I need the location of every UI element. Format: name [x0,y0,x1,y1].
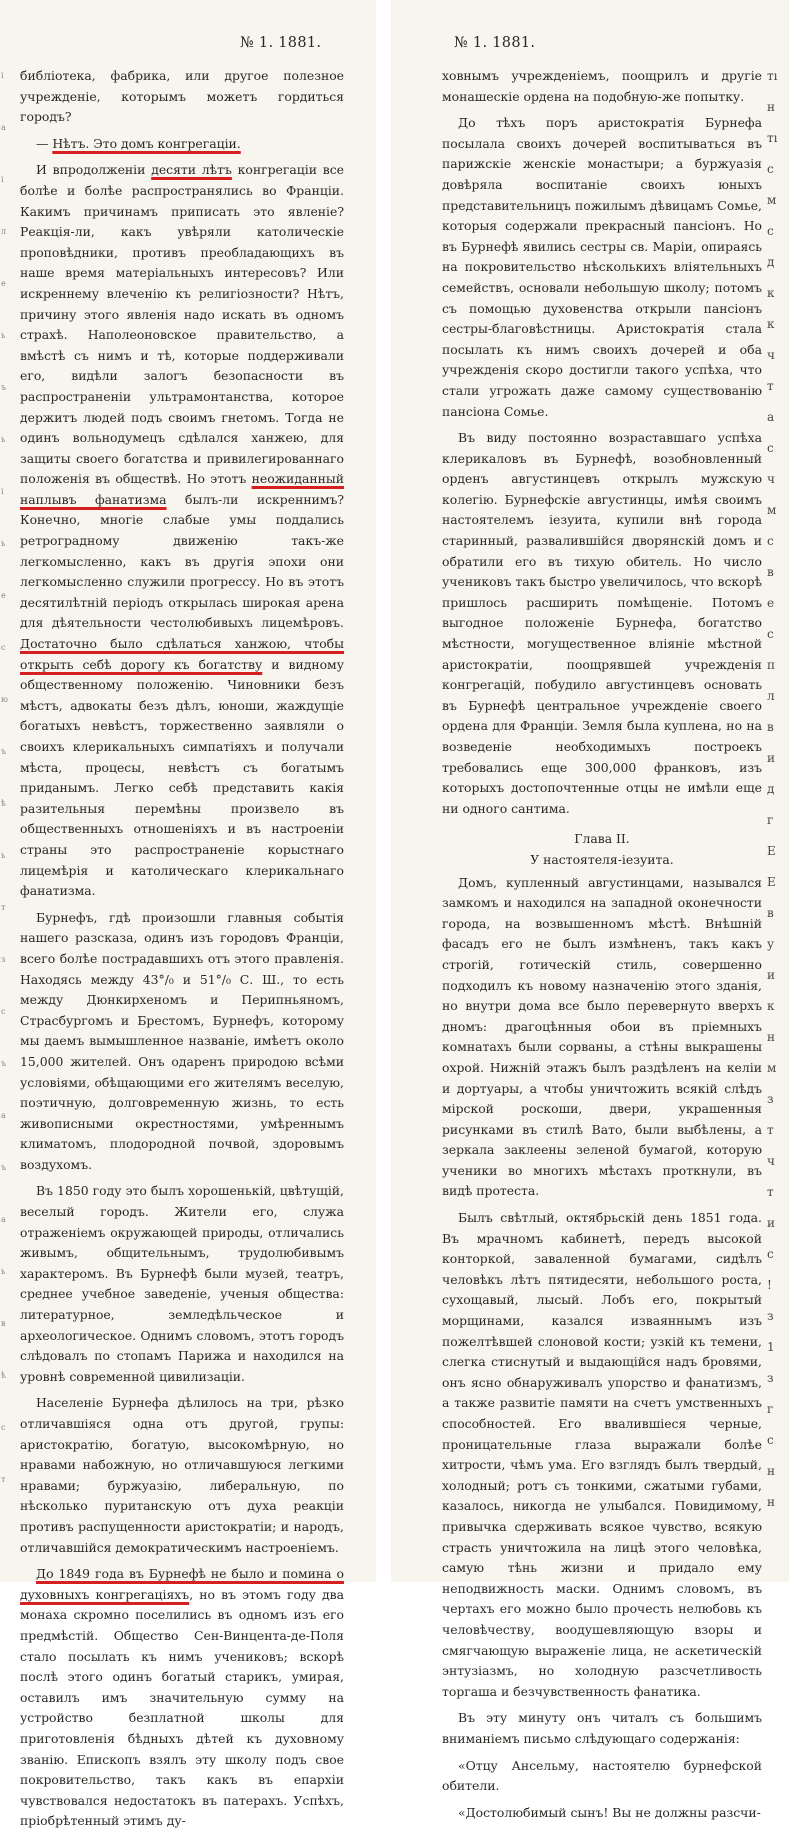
gutter-fragment: ъ [1,383,7,392]
underlined-passage: десяти лѣтъ [151,162,232,178]
gutter-fragment: н [767,1030,775,1044]
gutter-fragment: у [767,937,775,951]
gutter-fragment: ъ [1,1163,7,1172]
gutter-fragment: в [767,720,774,734]
right-page [391,0,789,1820]
gutter-fragment: ъ [1,1059,7,1068]
gutter-fragment: м [767,503,777,517]
paragraph: До 1849 года въ Бурнефѣ не было и помина о духовныхъ конгрегаціяхъ, но въ этомъ году два монаха скромно поселились въ одномъ изъ его предмѣстій. Общество Сен-Винцента-де-Поля стало посылать къ нимъ учениковъ; вскорѣ послѣ этого одинъ богатый старикъ, умирая, оставилъ имъ значительную сумму на устройство безплатной школы для приготовленія бѣдныхъ дѣтей къ духовному званію. Епископъ взялъ эту школу подъ свое покровительство, такъ какъ въ епархіи чувствовался недостатокъ въ патерахъ. Успѣхъ, пріобрѣтенный этимъ ду- [20,1566,344,1829]
gutter-fragment: м [767,1061,777,1075]
underlined-passage: Нѣтъ. Это домъ конгрегаціи. [52,135,241,151]
gutter-fragment: и [767,751,775,765]
paragraph: — Нѣтъ. Это домъ конгрегаціи. [36,135,241,151]
gutter-fragment: ѣ [1,1371,6,1380]
gutter-fragment: ь [1,331,6,340]
left-text-column [20,66,344,1838]
gutter-fragment: м [767,193,777,207]
paragraph: И впродолженіи десяти лѣтъ конгрегаціи все болѣе и болѣе распространялись во Франціи. Какимъ причинамъ приписать это явленіе? Реакція-ли, какъ увѣряли католическіе проповѣдники, противъ преобладающихъ въ наше время матеріальныхъ интересовъ? Или искреннему влеченію къ религіозности? Нѣтъ, причину этого явленія надо искать въ одномъ страхѣ. Наполеоновское правительство, а вмѣстѣ съ нимъ и тѣ, которые поддерживали его, видѣли залогъ безопасности въ распространеніи ультрамонтанства, которое держитъ людей подъ своимъ гнетомъ. Тогда не одинъ вольнодумецъ сдѣлался ханжею, для защиты своего богатства и привилегированнаго положенія въ обществѣ. Но этотъ неожиданный наплывъ фанатизма былъ-ли искреннимъ? Конечно, многіе слабые умы поддались ретроградному движенію такъ-же легкомысленно, какъ въ другія эпохи они легкомысленно служили прогрессу. Но въ этотъ десятилѣтній періодъ открылась широкая арена для дѣятельности честолюбивыхъ лицемѣровъ. Достаточно было сдѣлаться ханжою, чтобы открыть себѣ дорогу къ богатству и видному общественному положенію. Чиновники безъ мѣстъ, адвокаты безъ дѣлъ, юноши, жаждущіе богатыхъ невѣстъ, торжественно заявляли о своихъ клерикальныхъ симпатіяхъ и получали мѣста, процесы, невѣстъ съ богатымъ приданымъ. Легко себѣ представить какія разительныя перемѣны произвело въ общественныхъ отношеніяхъ и въ настроеніи страны это распространеніе корыстнаго лицемѣрія и католическаго клерикальнаго фанатизма. [20,162,345,899]
paragraph: «Достолюбимый сынъ! Вы не должны разсчи- [458,1804,761,1820]
gutter-fragment: и [767,1216,775,1230]
gutter-fragment: і [1,487,4,496]
gutter-fragment: тı [767,69,778,83]
gutter-fragment: в [767,906,774,920]
gutter-fragment: л [1,227,7,236]
chapter-subtitle: У настоятеля-іезуита. [530,851,674,867]
gutter-fragment: ѣ [1,799,6,808]
underlined-passage: Достаточно было сдѣлаться ханжою, чтобы открыть себѣ дорогу къ богатству [20,636,344,672]
page-number: № 1. 1881. [240,35,322,51]
gutter-fragment: с [767,162,774,176]
gutter-fragment: п [767,658,775,672]
gutter-fragment: а [1,1215,6,1224]
gutter-fragment: д [767,255,775,269]
gutter-fragment: ь [1,539,6,548]
gutter-fragment: г [767,813,774,827]
underlined-passage: До 1849 года въ Бурнефѣ не было и помина о духовныхъ конгрегаціяхъ [20,1566,344,1602]
gutter-fragment: ч [767,1154,775,1168]
paragraph: библіотека, фабрика, или другое полезное учрежденіе, которымъ можетъ гордиться городъ? [20,68,344,125]
paragraph: Въ виду постоянно возраставшаго успѣха клерикаловъ въ Бурнефѣ, возобновленный орденъ августинцевъ открылъ мужскую колегію. Бурнефскіе августинцы, имѣя своимъ настоятелемъ іезуита, купили внѣ города старинный, развалившійся дворянскій домъ и обратили его въ тихую обитель. Но число учениковъ такъ быстро увеличилось, что вскорѣ пришлось расширить помѣщеніе. Потомъ выгодное положеніе Бурнефа, богатство мѣстности, могущественное вліяніе мѣстной аристократіи, поощрявшей учрежденія конгрегацій, побудило августинцевъ основать въ Бурнефѣ центральное учрежденіе своего ордена для Франціи. Земля была куплена, но на возведеніе необходимыхъ построекъ требовались еще 300,000 франковъ, изъ которыхъ достопочтенные отцы не имѣли еще ни одного сантима. [442,430,762,816]
gutter-fragment: с [767,224,774,238]
gutter-fragment: тı [767,131,778,145]
gutter-fragment: е [1,279,6,288]
gutter-fragment: с [1,643,6,652]
gutter-fragment: в [1,1319,6,1328]
paragraph: Въ эту минуту онъ читалъ съ большимъ вниманіемъ письмо слѣдующаго содержанія: [442,1710,762,1746]
gutter-fragment: Е [767,844,776,858]
right-text-column [442,66,762,1829]
gutter-fragment: н [767,100,775,114]
gutter-fragment: ъ [1,747,7,756]
gutter-fragment: ь [1,435,6,444]
paragraph: Домъ, купленный августинцами, назывался замкомъ и находился на западной оконечности города, на возвышенномъ мѣстѣ. Внѣшній фасадъ его не былъ измѣненъ, такъ какъ строгій, готическій стиль, совершенно подходилъ къ новому назначенію этого зданія, но внутри дома все было перевернуто вверхъ дномъ: драгоцѣнныя обои въ пріемныхъ комнатахъ были сорваны, а стѣны выкрашены охрой. Нижній этажъ былъ раздѣленъ на келіи и дортуары, а чтобы уничтожить всякій слѣдъ мірской роскоши, двери, украшенныя рисунками въ стилѣ Вато, были выбѣлены, а зеркала заклеены зеленой бумагой, которую ученики во многихъ мѣстахъ проткнули, въ видѣ протеста. [442,874,762,1199]
gutter-fragment: н [767,1464,775,1478]
underlined-passage: неожиданный наплывъ фанатизма [20,471,344,507]
gutter-fragment: с [767,627,774,641]
gutter-fragment: з [1,955,6,964]
gutter-fragment: ч [767,348,775,362]
gutter-fragment: л [767,689,775,703]
gutter-fragment: с [1,1007,6,1016]
gutter-fragment: к [767,317,775,331]
gutter-fragment: к [767,999,775,1013]
gutter-fragment: г [767,1402,774,1416]
gutter-fragment: ! [767,1278,772,1292]
page-number: № 1. 1881. [454,35,536,51]
gutter-fragment: с [767,441,774,455]
gutter-fragment: а [1,1111,6,1120]
gutter-fragment: д [767,782,775,796]
gutter-fragment: с [767,1247,774,1261]
gutter-fragment: 1 [767,1340,775,1354]
gutter-fragment: ю [1,695,8,704]
gutter-fragment: в [767,565,774,579]
gutter-fragment: т [767,1123,774,1137]
chapter-heading: Глава II. [574,831,630,847]
gutter-fragment: и [767,968,775,982]
paragraph: Былъ свѣтлый, октябрьскій день 1851 года. Въ мрачномъ кабинетѣ, передъ высокой конторкой, заваленной бумагами, сидѣлъ человѣкъ лѣтъ пятидесяти, небольшого роста, сухощавый, лысый. Лобъ его, покрытый морщинами, казался изваяннымъ изъ пожелтѣвшей слоновой кости; узкій къ темени, слегка стиснутый и выдающійся надъ бровями, онъ ясно обнаруживалъ упорство и фанатизмъ, а также развитіе памяти на счетъ умственныхъ способностей. Его ввалившіеся черные, проницательные глаза выражали болѣе хитрости, чѣмъ ума. Его взглядъ былъ твердый, холодный; ротъ съ тонкими, сжатыми губами, казалось, никогда не улыбался. Повидимому, привычка сдерживать всякое чувство, всякую страсть уничтожила на лицѣ этого человѣка, самую тѣнь жизни и придало ему неподвижность маски. Однимъ словомъ, въ чертахъ его можно было прочесть нелюбовь къ человѣчеству, воодушевляющую взоры и смягчающую выраженіе лица, не аскетическій энтузіазмъ, но холодную разсчетливость торгаша и безчувственность фанатика. [442,1210,762,1699]
left-page [0,0,376,1829]
paragraph: Бурнефъ, гдѣ произошли главныя событія нашего разсказа, одинъ изъ городовъ Франціи, всего болѣе пострадавшихъ отъ этого правленія. Находясь между 43°/₀ и 51°/₀ С. Ш., то есть между Дюнкирхеномъ и Перипньяномъ, Страсбургомъ и Брестомъ, Бурнефъ, которому мы даемъ вымышленное названіе, имѣетъ около 15,000 жителей. Онъ одаренъ природою всѣми условіями, обѣщающими его жителямъ веселую, поэтичную, долговременную жизнь, то есть живописными окрестностями, умѣреннымъ климатомъ, плодородной почвой, здоровымъ воздухомъ. [20,909,344,1172]
paragraph: Населеніе Бурнефа дѣлилось на три, рѣзко отличавшіяся одна отъ другой, групы: аристократію, богатую, высокомѣрную, но нравами набожную, но отличавшуюся легкими нравами; буржуазію, либеральную, по нѣсколько пуританскую отъ духа реакціи противъ распущенности аристократіи; и народъ, отличавшійся демократическимъ настроеніемъ. [20,1395,344,1555]
gutter-fragment: ч [767,472,775,486]
paragraph: Въ 1850 году это былъ хорошенькій, цвѣтущій, веселый городъ. Жители его, служа отраженіемъ окружающей природы, отличались живымъ, общительнымъ, трудолюбивымъ характеромъ. Въ Бурнефѣ были музей, театръ, среднее учебное заведеніе, ученыя общества: литературное, земледѣльческое и археологическое. Однимъ словомъ, этотъ городъ слѣдовалъ по стопамъ Парижа и находился на уровнѣ современной цивилизаціи. [20,1183,344,1384]
gutter-fragment: т [1,1475,6,1484]
gutter-fragment: е [1,591,6,600]
paragraph: ховнымъ учрежденіемъ, поощрилъ и другіе монашескіе ордена на подобную-же попытку. [442,68,762,104]
gutter-fragment: з [767,1092,774,1106]
paragraph: «Отцу Ансельму, настоятелю бурнефской обители. [442,1757,762,1794]
gutter-fragment: с [767,534,774,548]
gutter-fragment: с [767,1433,774,1447]
gutter-fragment: Е [767,875,776,889]
gutter-fragment: е [767,596,775,610]
gutter-fragment: к [767,286,775,300]
gutter-fragment: а [767,410,775,424]
gutter-fragment: а [1,123,6,132]
gutter-fragment: т [767,1185,774,1199]
gutter-fragment: т [767,379,774,393]
left-gutter-fragments [1,66,11,1566]
gutter-fragment: с [1,1423,6,1432]
gutter-fragment: т [1,903,6,912]
paragraph: До тѣхъ поръ аристократія Бурнефа посылала своихъ дочерей воспитываться въ парижскіе женскіе монастыри; а буржуазія довѣряла воспитаніе своихъ юныхъ представительницъ пожилымъ дѣвицамъ Сомье, которыя содержали прекрасный пансіонъ. Но въ Бурнефѣ явились сестры св. Маріи, опираясь на покровительство нѣсколькихъ вліятельныхъ семействъ, основали небольшую школу; потомъ съ помощью духовенства открыли пансіонъ сестры-благовѣстницы. Аристократія стала посылать къ нимъ своихъ дочерей и оба учрежденія скоро достигли такого успѣха, что стали угрожать даже самому существованію пансіона Сомье. [442,115,762,419]
gutter-fragment: і [1,175,4,184]
right-gutter-fragments [767,66,785,1566]
gutter-fragment: н [767,1495,775,1509]
gutter-fragment: з [767,1309,774,1323]
gutter-fragment: ь [1,1267,6,1276]
gutter-fragment: ь [1,851,6,860]
gutter-fragment: і [1,71,4,80]
gutter-fragment: з [767,1371,774,1385]
